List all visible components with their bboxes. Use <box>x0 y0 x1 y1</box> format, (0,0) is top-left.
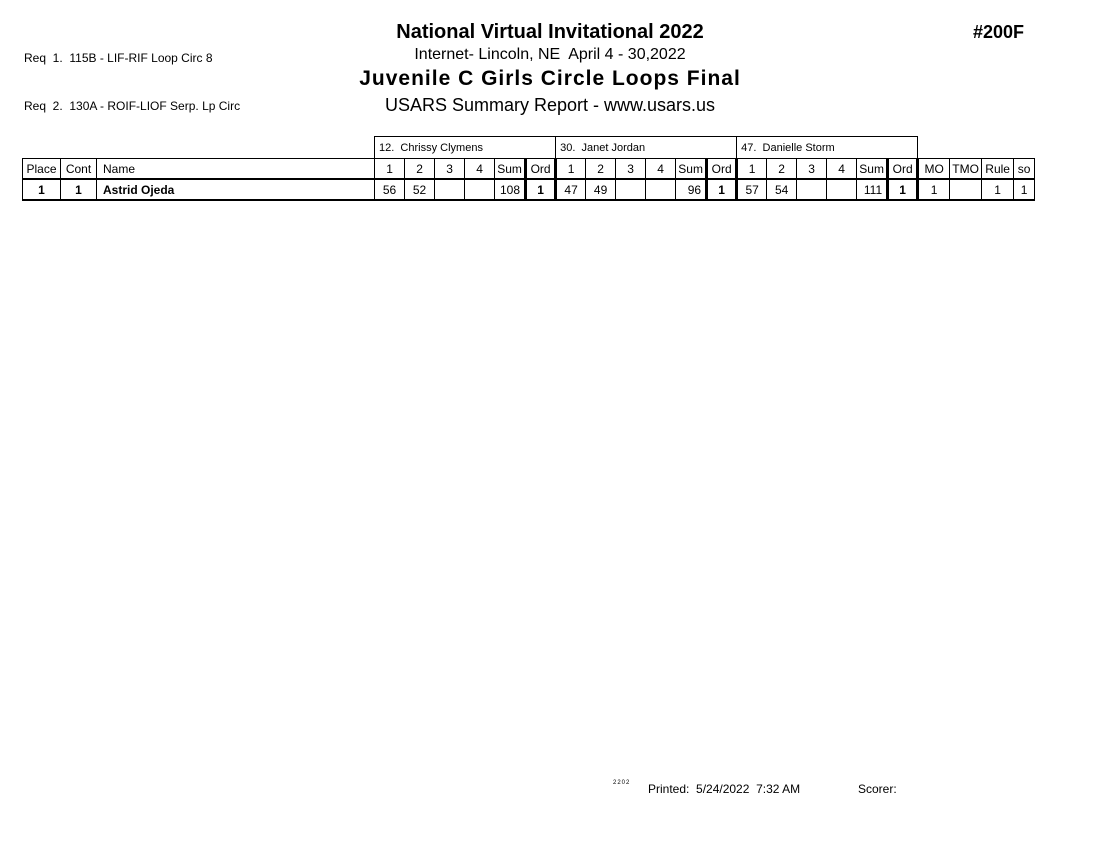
cell-j3-sum: 111 <box>857 179 888 200</box>
result-row <box>23 179 1035 200</box>
cell-place: 1 <box>23 179 61 200</box>
cell-j3-score2: 54 <box>767 179 797 200</box>
cell-mo: 1 <box>918 179 950 200</box>
cell-j1-score4 <box>465 179 495 200</box>
competition-subtitle: Internet- Lincoln, NE April 4 - 30,2022 <box>414 46 686 63</box>
cell-j1-score1: 56 <box>375 179 405 200</box>
col-header-place: Place <box>23 159 61 180</box>
cell-rule: 1 <box>982 179 1014 200</box>
column-header-row <box>23 159 1035 180</box>
col-header-rule: Rule <box>982 159 1014 180</box>
judge-row-spacer-right <box>918 137 1035 159</box>
col-header-name: Name <box>97 159 375 180</box>
cell-skater-name: Astrid Ojeda <box>97 179 375 200</box>
cell-j1-sum: 108 <box>495 179 526 200</box>
col-header-j2-sum: Sum <box>676 159 707 180</box>
col-header-j3-3: 3 <box>797 159 827 180</box>
col-header-j1-4: 4 <box>465 159 495 180</box>
cell-so: 1 <box>1014 179 1035 200</box>
cell-j3-score3 <box>797 179 827 200</box>
judge-row-spacer-left <box>23 137 375 159</box>
judge-3-name: 47. Danielle Storm <box>737 137 918 159</box>
results-table <box>22 136 1035 201</box>
col-header-j2-1: 1 <box>556 159 586 180</box>
event-title: Juvenile C Girls Circle Loops Final <box>359 67 741 90</box>
competition-title: National Virtual Invitational 2022 <box>396 21 704 43</box>
col-header-j3-ord: Ord <box>888 159 918 180</box>
col-header-j1-sum: Sum <box>495 159 526 180</box>
cell-j2-score4 <box>646 179 676 200</box>
col-header-mo: MO <box>918 159 950 180</box>
col-header-j3-sum: Sum <box>857 159 888 180</box>
col-header-j3-4: 4 <box>827 159 857 180</box>
cell-j3-ord: 1 <box>888 179 918 200</box>
col-header-j3-1: 1 <box>737 159 767 180</box>
cell-j2-score3 <box>616 179 646 200</box>
scorer-label: Scorer: <box>858 782 897 796</box>
cell-j2-sum: 96 <box>676 179 707 200</box>
col-header-j1-2: 2 <box>405 159 435 180</box>
cell-tmo <box>950 179 982 200</box>
col-header-j1-1: 1 <box>375 159 405 180</box>
col-header-j2-2: 2 <box>586 159 616 180</box>
col-header-j2-ord: Ord <box>707 159 737 180</box>
requirement-2: Req 2. 130A - ROIF-LIOF Serp. Lp Circ <box>24 99 241 113</box>
cell-j3-score1: 57 <box>737 179 767 200</box>
requirement-1: Req 1. 115B - LIF-RIF Loop Circ 8 <box>24 51 213 65</box>
judge-1-name: 12. Chrissy Clymens <box>375 137 556 159</box>
footer-code: 2202 <box>613 780 631 786</box>
event-number: #200F <box>972 22 1024 42</box>
judge-header-row <box>23 137 1035 159</box>
col-header-j2-4: 4 <box>646 159 676 180</box>
cell-j3-score4 <box>827 179 857 200</box>
report-type-line: USARS Summary Report - www.usars.us <box>384 95 716 115</box>
cell-j2-score2: 49 <box>586 179 616 200</box>
judge-2-name: 30. Janet Jordan <box>556 137 737 159</box>
cell-cont: 1 <box>61 179 97 200</box>
cell-j2-ord: 1 <box>707 179 737 200</box>
col-header-so: so <box>1014 159 1035 180</box>
printed-timestamp: Printed: 5/24/2022 7:32 AM <box>648 782 801 796</box>
cell-j2-score1: 47 <box>556 179 586 200</box>
col-header-tmo: TMO <box>950 159 982 180</box>
col-header-j1-3: 3 <box>435 159 465 180</box>
col-header-j2-3: 3 <box>616 159 646 180</box>
report-header <box>0 21 1100 116</box>
cell-j1-score2: 52 <box>405 179 435 200</box>
col-header-cont: Cont <box>61 159 97 180</box>
cell-j1-score3 <box>435 179 465 200</box>
cell-j1-ord: 1 <box>526 179 556 200</box>
col-header-j1-ord: Ord <box>526 159 556 180</box>
col-header-j3-2: 2 <box>767 159 797 180</box>
